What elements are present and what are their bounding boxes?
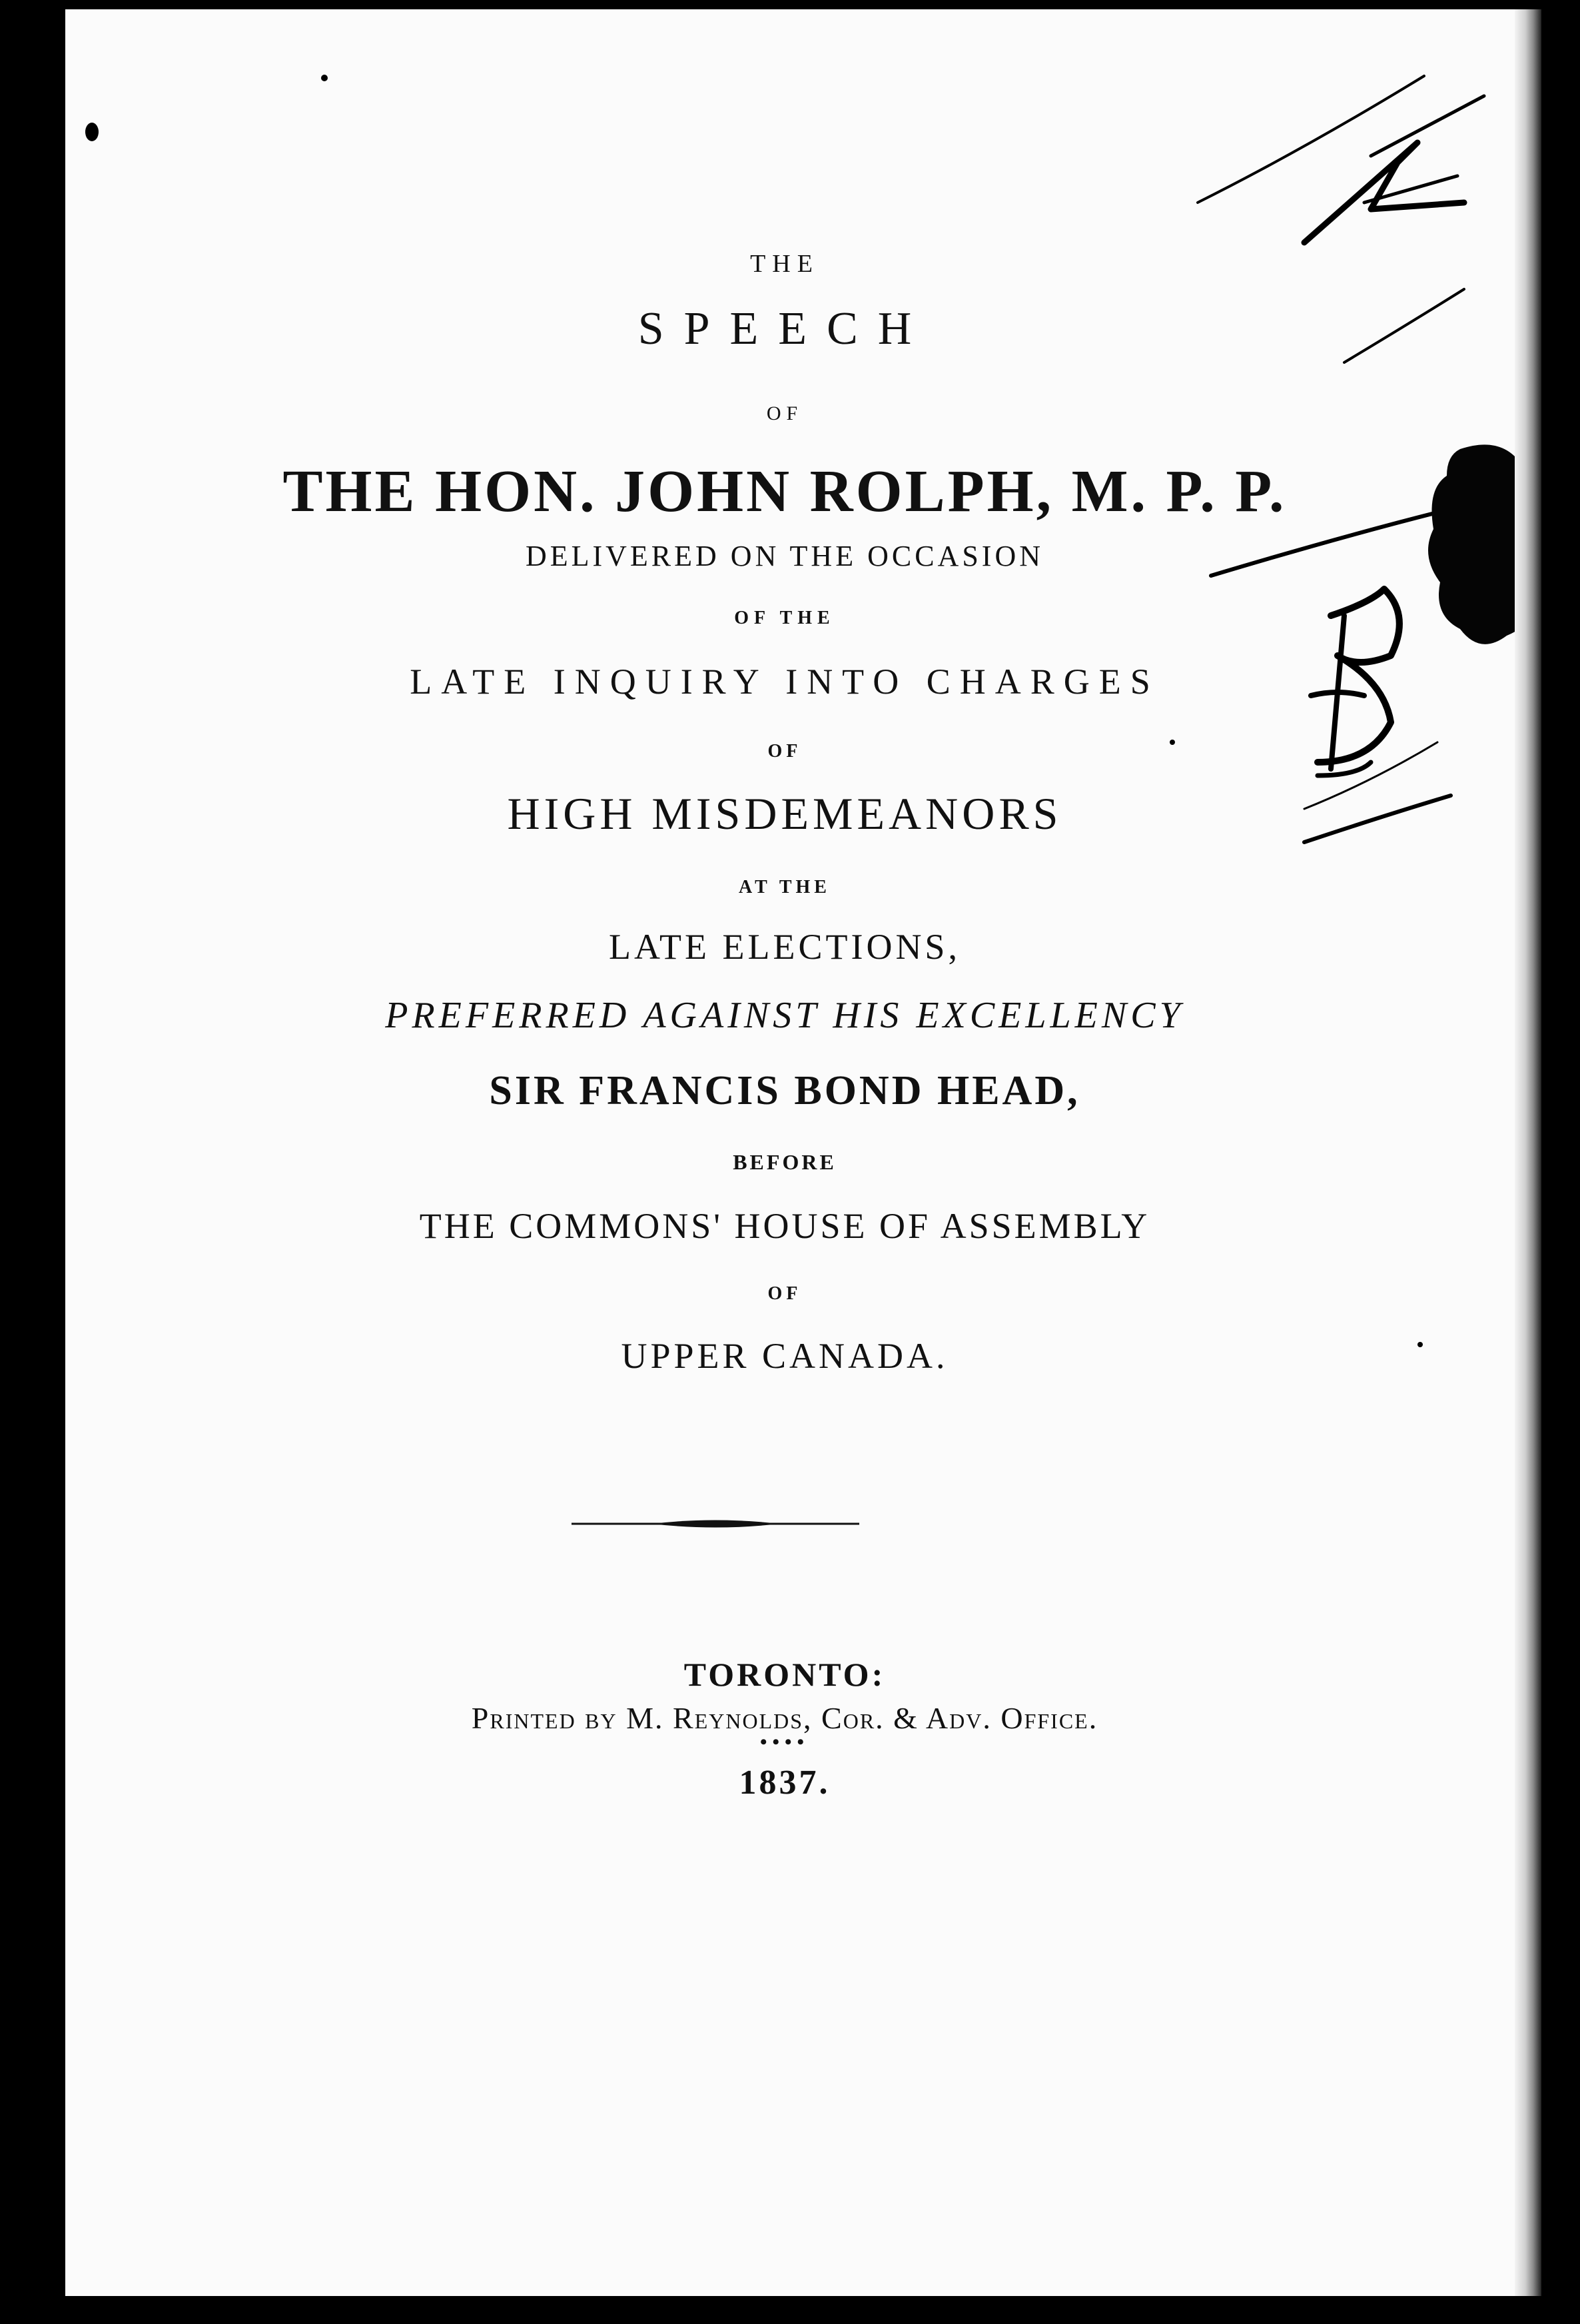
imprint-printer: Printed by M. Reynolds, Cor. & Adv. Office. xyxy=(471,1701,1098,1735)
imprint-year: 1837. xyxy=(739,1764,831,1802)
sir-francis-line: SIR FRANCIS BOND HEAD, xyxy=(489,1068,1080,1113)
heading-speech: SPEECH xyxy=(637,303,932,354)
speck-mark xyxy=(85,123,99,141)
late-inquiry-line: LATE INQUIRY INTO CHARGES xyxy=(410,662,1160,702)
preferred-line: PREFERRED AGAINST HIS EXCELLENCY xyxy=(385,995,1184,1036)
heading-of: OF xyxy=(766,402,803,424)
commons-line: THE COMMONS' HOUSE OF ASSEMBLY xyxy=(419,1206,1150,1246)
speck-mark xyxy=(1417,1342,1423,1347)
of-line-3: OF xyxy=(767,1283,802,1304)
upper-canada-line: UPPER CANADA. xyxy=(621,1336,949,1376)
delivered-line: DELIVERED ON THE OCCASION xyxy=(525,540,1044,572)
ornamental-rule xyxy=(572,1514,859,1534)
page-edge xyxy=(1515,9,1541,2296)
late-elections-line: LATE ELECTIONS, xyxy=(609,927,961,967)
author-name: THE HON. JOHN ROLPH, M. P. P. xyxy=(282,458,1287,524)
imprint-city: TORONTO: xyxy=(683,1656,886,1693)
title-page xyxy=(65,9,1541,2296)
at-the-line: AT THE xyxy=(739,877,831,897)
heading-the: THE xyxy=(750,250,819,278)
before-line: BEFORE xyxy=(733,1150,837,1174)
of-line-2: OF xyxy=(767,741,802,762)
imprint-dots: •••• xyxy=(759,1731,809,1753)
high-misdemeanors-line: HIGH MISDEMEANORS xyxy=(507,788,1062,839)
speck-mark xyxy=(321,75,328,81)
of-the-line: OF THE xyxy=(734,608,835,628)
speck-mark xyxy=(1170,740,1175,745)
